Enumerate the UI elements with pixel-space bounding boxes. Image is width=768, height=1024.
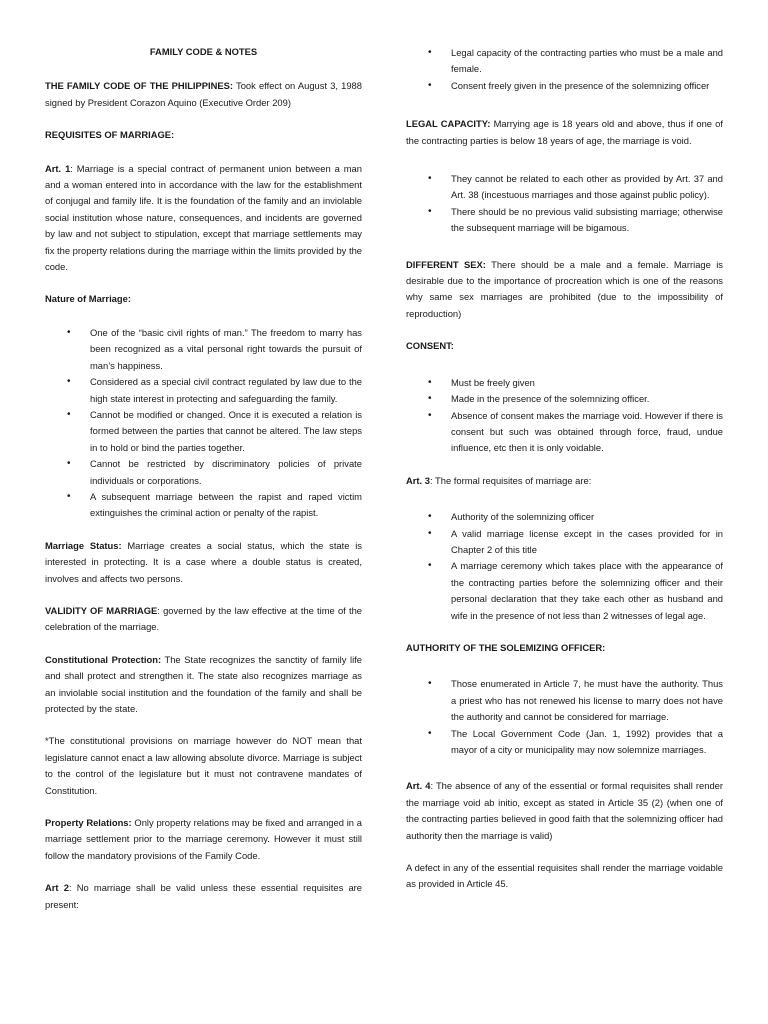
different-sex-label: DIFFERENT SEX: <box>406 258 486 270</box>
art1-label: Art. 1 <box>45 162 71 174</box>
legal-capacity-paragraph <box>406 116 723 149</box>
art3-text: : The formal requisites of marriage are: <box>429 474 592 486</box>
art3-paragraph <box>406 473 723 489</box>
list-item: • They cannot be related to each other as provided by Art. 37 and Art. 38 (incestuous marriages and those against public policy). <box>428 173 723 201</box>
list-item: • A valid marriage license except in the cases provided for in Chapter 2 of this title <box>428 527 723 555</box>
intro-text: Took effect on August 3, 1988 signed by President Corazon Aquino (Executive Order 209) <box>45 80 362 108</box>
art1-text: : Marriage is a special contract of permanent union between a man and a woman entered into in accordance with the law for the establishment of conjugal and family life. It is the foundation of the family and an inviolable social institution whose nature, consequences, and incidents are governed by law and not subject to stipulation, except that marriage settlements may fix the property relations during the marriage within the limits provided by the code. <box>45 162 362 273</box>
authority-heading: AUTHORITY OF THE SOLEMIZING OFFICER: <box>406 641 606 653</box>
status-text: Marriage creates a social status, which the state is interested in protecting. It is a case where a double status is created, involves and affects two persons. <box>45 539 362 584</box>
list-item: • One of the “basic civil rights of man.” The freedom to marry has been recognized as a vital personal right towards the pursuit of man’s happiness. <box>67 326 362 371</box>
authority-list <box>406 676 723 758</box>
requisites-heading: REQUISITES OF MARRIAGE: <box>45 129 175 141</box>
list-item: • There should be no previous valid subsisting marriage; otherwise the subsequent marriage will be bigamous. <box>428 205 723 234</box>
art2-label: Art 2 <box>45 882 69 894</box>
art3-list <box>406 509 723 624</box>
consent-heading: CONSENT: <box>406 340 454 352</box>
legal-capacity-text: Marrying age is 18 years old and above, thus if one of the contracting parties is below 18 years of age, the marriage is void. <box>406 118 724 146</box>
art2-list <box>406 45 723 94</box>
nature-list <box>45 325 362 522</box>
intro-label: THE FAMILY CODE OF THE PHILIPPINES: <box>45 80 234 92</box>
different-sex-paragraph <box>406 257 723 323</box>
capacity-list <box>406 171 723 237</box>
property-paragraph <box>45 815 362 864</box>
art4-paragraph <box>406 778 723 844</box>
right-column <box>406 0 723 909</box>
list-item: • The Local Government Code (Jan. 1, 1992) provides that a mayor of a city or municipality may now solemnize marriages. <box>428 727 723 755</box>
constitutional-paragraph <box>45 652 362 718</box>
list-item: • Authority of the solemnizing officer <box>428 511 595 523</box>
list-item: • A subsequent marriage between the rapist and raped victim extinguishes the criminal action or penalty of the rapist. <box>67 490 362 519</box>
list-item: • Considered as a special civil contract regulated by law due to the high state interest in protecting and safeguarding the family. <box>67 376 362 404</box>
legal-capacity-label: LEGAL CAPACITY: <box>406 118 491 130</box>
art4-text: : The absence of any of the essential or formal requisites shall render the marriage void ab initio, except as stated in Article 35 (2) (when one of the contracting parties believed in good faith that the solemnizing officer had authority then the marriage is valid) <box>406 780 723 841</box>
intro-paragraph <box>45 78 362 111</box>
constitutional-text: The State recognizes the sanctity of family life and shall protect and strengthen it. The state also recognizes marriage as an inviolable social institution and the foundation of the family and shall be protected by the state. <box>45 653 362 714</box>
constitutional-label: Constitutional Protection: <box>45 653 162 665</box>
art2-paragraph <box>45 880 362 913</box>
art3-label: Art. 3 <box>406 474 430 486</box>
list-item: • Cannot be modified or changed. Once it is executed a relation is formed between the parties that cannot be altered. The law steps in to hold or bind the parties together. <box>67 408 362 453</box>
list-item: • Absence of consent makes the marriage void. However if there is consent but such was obtained through force, fraud, undue influence, etc then it is only voidable. <box>428 409 723 454</box>
list-item: • A marriage ceremony which takes place with the appearance of the contracting parties before the solemnizing officer and their personal declaration that they take each other as husband and wife in the presence of not less than 2 witnesses of legal age. <box>428 560 723 621</box>
left-column <box>45 0 362 929</box>
status-label: Marriage Status: <box>45 539 122 551</box>
validity-text: : governed by the law effective at the time of the celebration of the marriage. <box>45 604 362 633</box>
note-paragraph: *The constitutional provisions on marriage however do NOT mean that legislature cannot enact a law allowing absolute divorce. Marriage is subject to the control of the legislature but it must not contravene mandates of Constitution. <box>45 735 362 796</box>
nature-heading: Nature of Marriage: <box>45 293 131 305</box>
status-paragraph <box>45 538 362 587</box>
document-title: FAMILY CODE & NOTES <box>149 46 258 57</box>
art4-label: Art. 4 <box>406 780 431 792</box>
property-text: Only property relations may be fixed and arranged in a marriage settlement prior to the marriage ceremony. However it must still follow the mandatory provisions of the Family Code. <box>45 817 362 861</box>
list-item: • Legal capacity of the contracting parties who must be a male and female. <box>428 47 723 75</box>
property-label: Property Relations: <box>45 817 132 829</box>
list-item: • Consent freely given in the presence of the solemnizing officer <box>428 79 710 91</box>
different-sex-text: There should be a male and a female. Marriage is desirable due to the importance of procreation which is one of the reasons why same sex marriages are prohibited (due to the impossibility of reproduction) <box>406 258 723 319</box>
validity-label: VALIDITY OF MARRIAGE <box>45 604 158 616</box>
list-item: • Must be freely given <box>428 376 535 388</box>
art1-paragraph <box>45 161 362 276</box>
defect-paragraph: A defect in any of the essential requisites shall render the marriage voidable as provided in Article 45. <box>406 862 723 890</box>
list-item: • Cannot be restricted by discriminatory policies of private individuals or corporations. <box>67 458 362 486</box>
consent-list <box>406 375 723 457</box>
list-item: • Those enumerated in Article 7, he must have the authority. Thus a priest who has not renewed his license to marry does not have the authority and cannot be considered for marriage. <box>428 678 723 723</box>
art2-text: : No marriage shall be valid unless these essential requisites are present: <box>45 882 363 910</box>
list-item: • Made in the presence of the solemnizing officer. <box>428 393 650 405</box>
validity-paragraph <box>45 603 362 636</box>
